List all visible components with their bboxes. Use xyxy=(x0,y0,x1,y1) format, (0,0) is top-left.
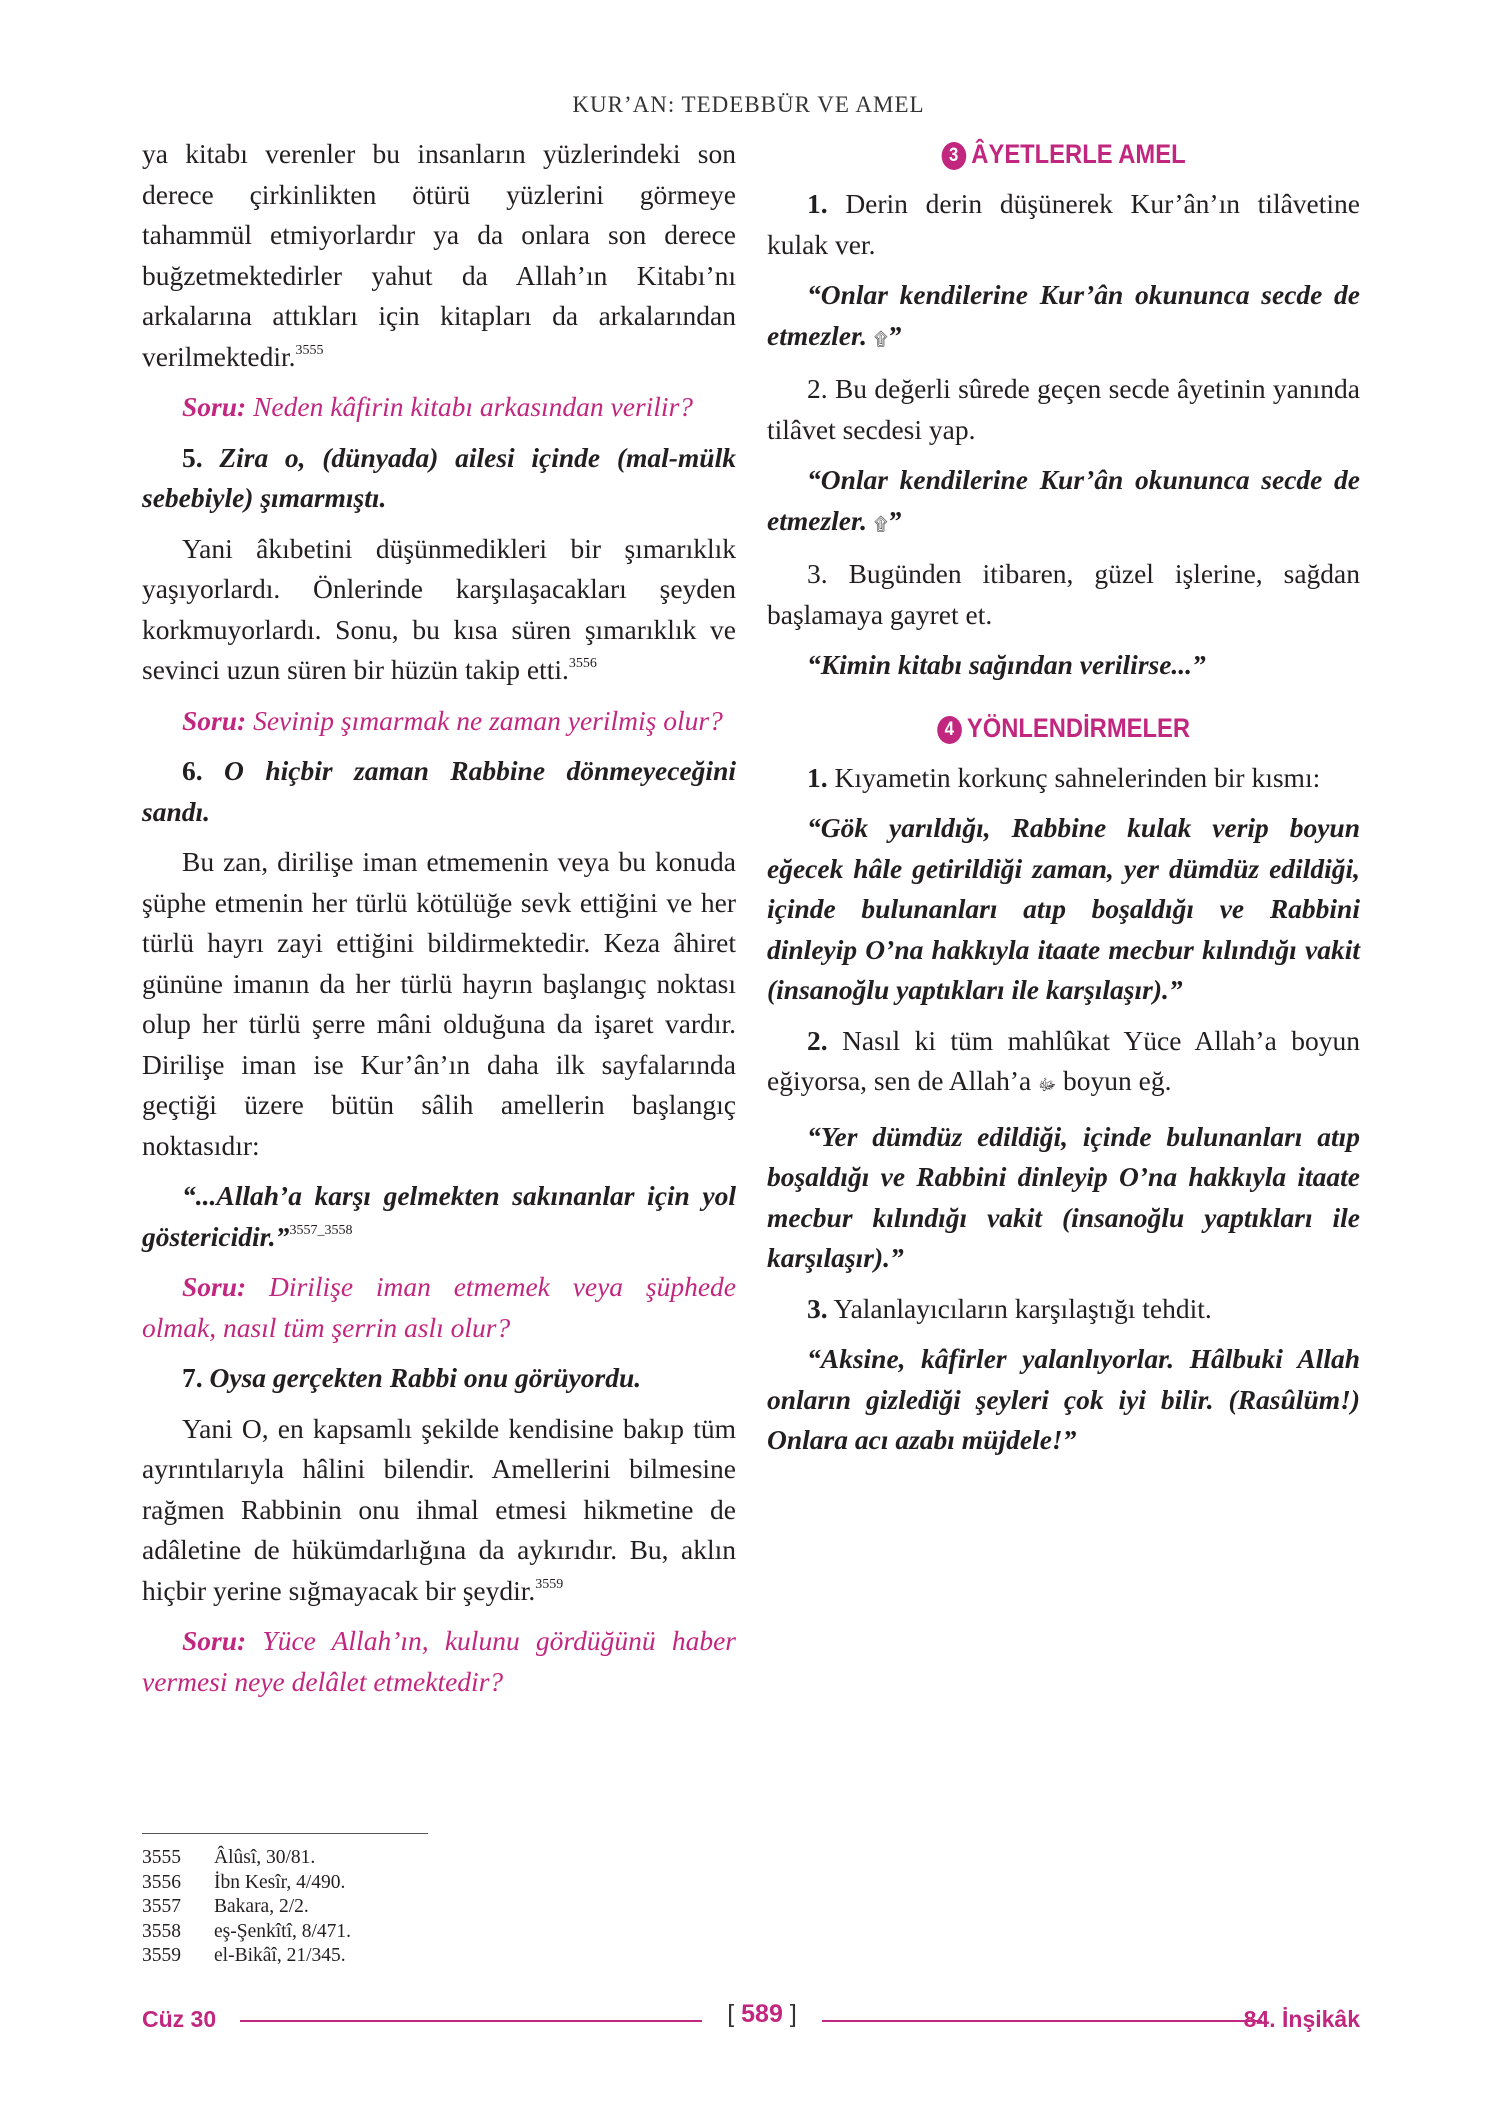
verse-translation: 7. Oysa gerçekten Rabbi onu görüyordu. xyxy=(182,1362,642,1393)
sajda-icon: ۩ xyxy=(873,328,888,349)
question: Soru: Dirilişe iman etmemek veya şüphede olmak, nasıl tüm şerrin aslı olur? xyxy=(142,1271,736,1343)
quote: “Gök yarıldığı, Rabbine kulak verip boyun eğecek hâle getirildiği zaman, yer dümdüz edildiği, içinde bulunanları atıp boşaldığı ve Rabbini dinleyip O’na hakkıyla itaate mecbur kılındığı vakit (insanoğlu yaptıkları ile karşılaşır).” xyxy=(767,812,1360,1005)
paragraph: ya kitabı verenler bu insanların yüzlerindeki son derece çirkinlikten ötürü yüzlerini görmeye tahammül etmiyorlardır ya da onlara son derece buğzetmektedirler yahut da Allah’ın Kitabı’nı arkalarına attıkları için kitapları da arkalarından verilmektedir.$^{3555}$ xyxy=(142,138,736,372)
list-item: 1. Derin derin düşünerek Kur’ân’ın tilâvetine kulak ver. xyxy=(767,188,1360,260)
left-column xyxy=(142,134,736,1702)
question: Soru: Neden kâfirin kitabı arkasından verilir? xyxy=(182,391,694,422)
verse-translation: 6. O hiçbir zaman Rabbine dönmeyeceğini sandı. xyxy=(142,755,736,827)
list-item: 2. Bu değerli sûrede geçen secde âyetinin yanında tilâvet secdesi yap. xyxy=(767,373,1360,445)
list-item: 3. Bugünden itibaren, güzel işlerine, sağdan başlamaya gayret et. xyxy=(767,558,1360,630)
footnote: 3556 İbn Kesîr, 4/490. xyxy=(142,1871,346,1893)
quote: “...Allah’a karşı gelmekten sakınanlar için yol göstericidir.”$^{3557\_3558}$ xyxy=(142,1180,736,1252)
list-item: 3. Yalanlayıcıların karşılaştığı tehdit. xyxy=(807,1292,1212,1324)
footnote-ref[interactable]: 3559 xyxy=(535,1576,564,1592)
sajda-icon: ۩ xyxy=(873,513,888,534)
footnote-ref[interactable]: 3556 xyxy=(568,656,597,671)
jalla-jalaluhu-icon: ﷻ xyxy=(1038,1077,1057,1094)
footnote-ref[interactable]: 3557_3558 xyxy=(289,1222,353,1238)
footnote: 3557 Bakara, 2/2. xyxy=(142,1896,309,1917)
paragraph: Bu zan, dirilişe iman etmemenin veya bu konuda şüphe etmenin her türlü kötülüğe sevk ettiğini ve her türlü hayrı zayi ettiğini bildirmektedir. Keza âhiret gününe imanın da her türlü hayrın başlangıç noktası olup her türlü şerre mâni olduğuna da işaret vardır. Dirilişe iman ise Kur’ân’ın daha ilk sayfalarında geçtiği üzere bütün sâlih amellerin başlangıç noktasıdır: xyxy=(142,846,736,1161)
question: Soru: Sevinip şımarmak ne zaman yerilmiş olur? xyxy=(182,704,723,736)
question: Soru: Yüce Allah’ın, kulunu gördüğünü haber vermesi neye delâlet etmektedir? xyxy=(142,1625,736,1697)
paragraph: Yani O, en kapsamlı şekilde kendisine bakıp tüm ayrıntılarıyla hâlini bilendir. Amellerini bilmesine rağmen Rabbinin onu ihmal etmesi hikmetine de adâletine de hükümdarlığına da aykırıdır. Bu, aklın hiçbir yerine sığmayacak bir şeydir.$^{3559}$ xyxy=(142,1412,736,1606)
page-footer xyxy=(142,2000,1360,2040)
quote: “Onlar kendilerine Kur’ân okununca secde de etmezler. ۩” xyxy=(767,464,1360,536)
quote: “Yer dümdüz edildiği, içinde bulunanları atıp boşaldığı ve Rabbini dinleyip O’na hakkıyla itaate mecbur kılındığı vakit (insanoğlu yaptıkları ile karşılaşır).” xyxy=(767,1120,1360,1273)
juz-label: Cüz 30 xyxy=(142,2006,217,2032)
quote: “Kimin kitabı sağından verilirse...” xyxy=(807,649,1206,680)
footnote-divider xyxy=(142,1833,428,1834)
list-item: 1. Kıyametin korkunç sahnelerinden bir kısmı: xyxy=(807,761,1321,793)
quote: “Aksine, kâfirler yalanlıyorlar. Hâlbuki Allah onların gizlediği şeyleri çok iyi bilir. (Rasûlüm!) Onlara acı azabı müjdele!” xyxy=(767,1343,1360,1455)
list-item: 2. Nasıl ki tüm mahlûkat Yüce Allah’a boyun eğiyorsa, sen de Allah’a ﷻ boyun eğ. xyxy=(767,1024,1360,1096)
footnote-ref[interactable]: 3555 xyxy=(295,342,324,358)
section-number-badge: 3 xyxy=(941,142,966,170)
right-column xyxy=(767,134,1360,1461)
footnote: 3555 Âlûsî, 30/81. xyxy=(142,1847,316,1868)
surah-label: 84. İnşikâk xyxy=(1243,2006,1360,2032)
paragraph: Yani âkıbetini düşünmedikleri bir şımarıklık yaşıyorlardı. Önlerinde karşılaşacakları şeyden korkmuyorlardı. Sonu, bu kısa süren şımarıklık ve sevinci uzun süren bir hüzün takip etti.$^{3556}$ xyxy=(142,532,736,685)
footnote: 3559 el-Bikâî, 21/345. xyxy=(142,1945,346,1966)
section-heading-ayetlerle-amel: 3 ÂYETLERLE AMEL xyxy=(803,134,1325,174)
running-head: KUR’AN: TEDEBBÜR VE AMEL xyxy=(572,92,925,117)
verse-translation: 5. Zira o, (dünyada) ailesi içinde (mal-mülk sebebiyle) şımarmıştı. xyxy=(142,441,736,513)
footer-rule-right xyxy=(812,2020,1262,2022)
section-number-badge: 4 xyxy=(937,716,962,744)
page-number: [ 589 ] xyxy=(702,2000,822,2029)
section-heading-yonlendirmeler: 4 YÖNLENDİRMELER xyxy=(803,708,1325,748)
quote: “Onlar kendilerine Kur’ân okununca secde de etmezler. ۩” xyxy=(767,279,1360,351)
footnote: 3558 eş-Şenkîtî, 8/471. xyxy=(142,1920,352,1942)
footnotes xyxy=(142,1846,642,1969)
